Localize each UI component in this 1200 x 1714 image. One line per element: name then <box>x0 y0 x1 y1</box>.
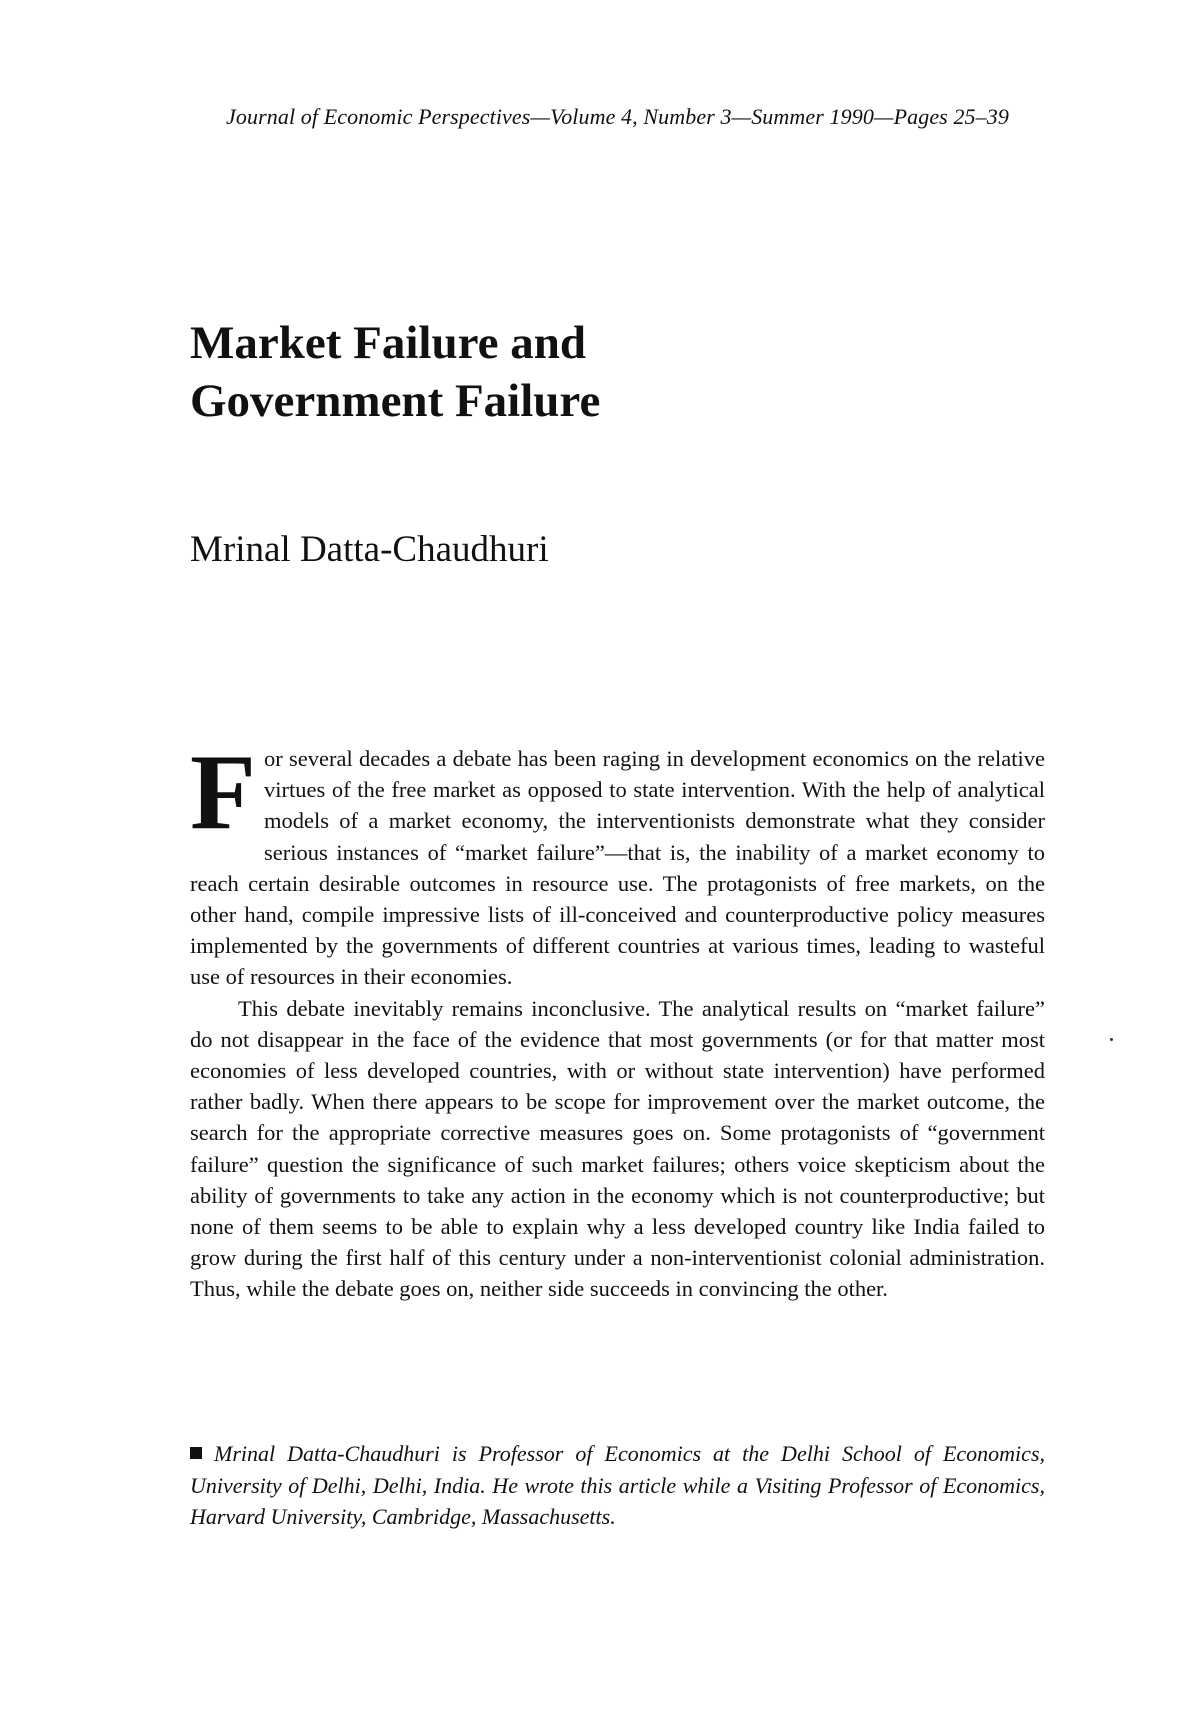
scan-speck <box>1110 1038 1113 1041</box>
body-paragraph-2: This debate inevitably remains inconclusive. The analytical results on “market failure” do not disappear in the face of the evidence that most governments (or for that matter most economies of less developed countries, with or without state intervention) have performed rather badly. When there appears to be scope for improvement over the market outcome, the search for the appropriate corrective measures goes on. Some protagonists of “government failure” question the significance of such market failures; others voice skepticism about the ability of governments to take any action in the economy which is not counterproductive; but none of them seems to be able to explain why a less developed country like India failed to grow during the first half of this century under a non-interventionist colonial administration. Thus, while the debate goes on, neither side succeeds in convincing the other. <box>190 995 1045 1302</box>
article-body <box>190 733 1045 1305</box>
article-title-line-1: Market Failure and <box>190 317 586 369</box>
article-title-line-2: Government Failure <box>190 375 601 427</box>
author-footnote-text: Mrinal Datta-Chaudhuri is Professor of Economics at the Delhi School of Economics, University of Delhi, Delhi, India. He wrote this article while a Visiting Professor of Economics, Harvard University, Cambridge, Massachusetts. <box>190 1441 1045 1529</box>
body-paragraph-1 <box>190 733 1045 993</box>
article-title <box>190 314 600 430</box>
footnote-bullet-icon <box>190 1447 202 1459</box>
author-footnote <box>190 1438 1045 1533</box>
drop-cap: F <box>190 733 256 852</box>
author-name: Mrinal Datta-Chaudhuri <box>190 529 549 570</box>
running-head: Journal of Economic Perspectives—Volume 4, Number 3—Summer 1990—Pages 25–39 <box>226 104 1009 129</box>
body-paragraph-1-text: or several decades a debate has been raging in development economics on the relative virtues of the free market as opposed to state intervention. With the help of analytical models of a market economy, the interventionists demonstrate what they consider serious instances of “market failure”—that is, the inability of a market economy to reach certain desirable outcomes in resource use. The protagonists of free markets, on the other hand, compile impressive lists of ill-conceived and counterproductive policy measures implemented by the governments of different countries at various times, leading to wasteful use of resources in their economies. <box>190 746 1045 990</box>
